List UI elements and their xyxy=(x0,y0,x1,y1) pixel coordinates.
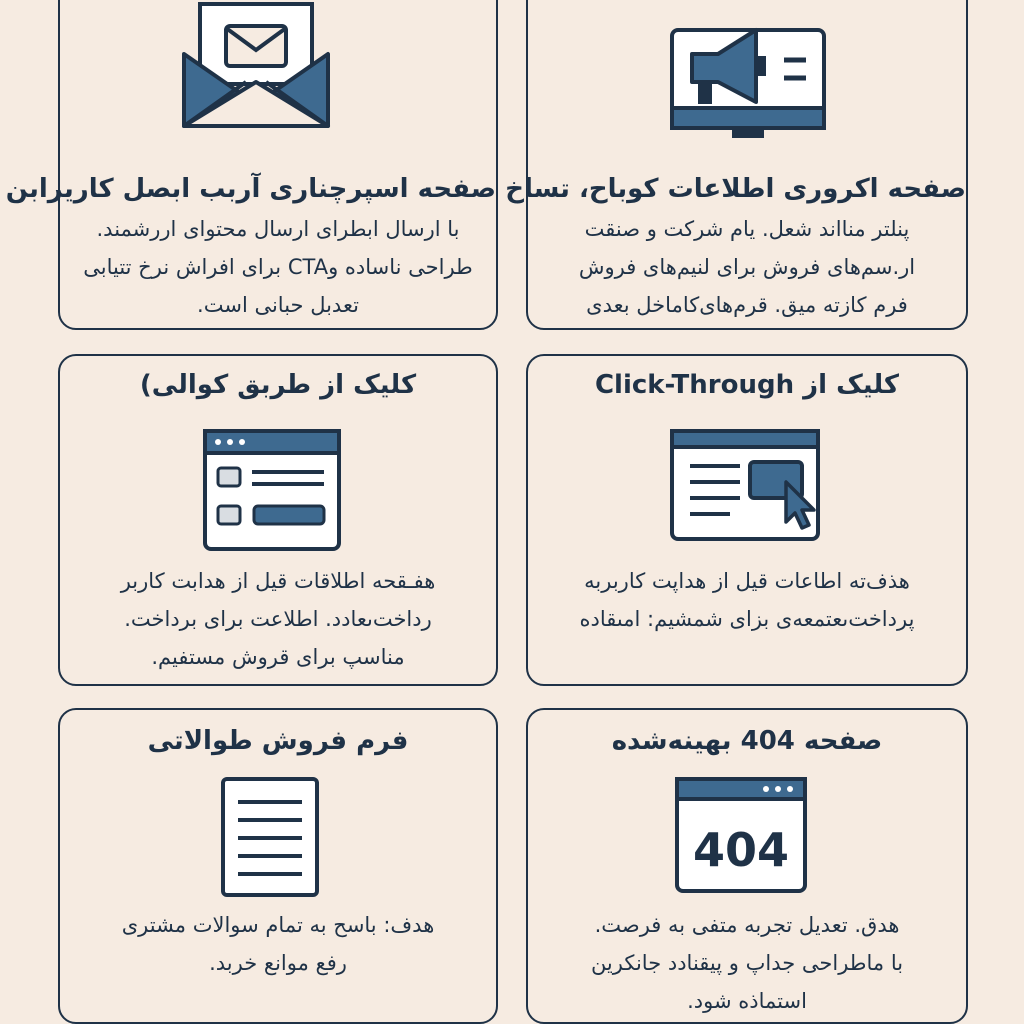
description-line: تعدبل حبانی است. xyxy=(197,293,359,317)
card-info-page xyxy=(505,0,968,330)
card-description xyxy=(548,562,946,638)
browser-click-icon xyxy=(668,428,828,544)
error-404-icon xyxy=(674,776,808,894)
card-click-through xyxy=(526,354,968,686)
card-title: فرم فروش طوالاتی xyxy=(147,726,409,756)
card-lead-capture xyxy=(5,0,498,330)
card-description xyxy=(548,906,946,1020)
description-line: هذف‌ته اطاعات قیل از هداپت کاربر‌به xyxy=(584,569,910,593)
description-line: هفـقحه اطلاقات قیل از هدابت کاربر xyxy=(120,569,436,593)
card-description xyxy=(80,210,476,324)
card-title: صفحه 404 بهینه‌شده xyxy=(611,726,883,756)
error-code-text: 404 xyxy=(692,823,790,877)
document-icon xyxy=(220,776,320,898)
description-line: پنلتر منااند شعل. یام شرکت و صنقت xyxy=(584,217,910,241)
card-long-sales-form xyxy=(58,708,498,1024)
description-line: مناسپ برای قروش مستفیم. xyxy=(151,645,405,669)
card-title: صفحه اسپرچناری آربب ابصل کاریرابن xyxy=(5,174,496,204)
card-description xyxy=(548,210,946,324)
description-line: رداخت‌ىعادد. اطلاعت برای برداخت. xyxy=(124,607,432,631)
description-line: رفع موانع خربد. xyxy=(209,951,347,975)
browser-form-icon xyxy=(202,428,342,552)
description-line: هدف: باسح به تمام سوالات مشتری xyxy=(121,913,435,937)
description-line: با ماطراحی جداپ و پیقنادد جانکرین xyxy=(590,951,904,975)
card-title: صفحه اکرورى اطلاعات کوباح، تساخ xyxy=(505,174,966,204)
description-line: فرم کازته میق. قرم‌های‌کاماخل بعدی xyxy=(586,293,908,317)
card-404-page xyxy=(526,708,968,1024)
card-description xyxy=(80,906,476,982)
description-line: هدق. تعدیل تجربه متفی به فرصت. xyxy=(594,913,900,937)
description-line: ار.سم‌های فروش برای لنیم‌های فروش xyxy=(578,255,916,279)
envelope-icon xyxy=(180,2,332,132)
card-title: کلیک از طربق کوالی) xyxy=(139,370,417,400)
card-title: کلیک از Click-Through xyxy=(594,370,900,400)
card-click-through-form xyxy=(58,354,498,686)
megaphone-monitor-icon xyxy=(668,12,828,142)
description-line: استماذه شود. xyxy=(687,989,807,1013)
description-line: پرداخت‌ىعتمعه‌ی بزای شمشیم: امىقاده xyxy=(579,607,915,631)
card-description xyxy=(80,562,476,676)
description-line: با ارسال ابطرای ارسال محتوای اررشمند. xyxy=(96,217,460,241)
description-line: طراحی ناساده وCTA برای افراش نرخ تتیابی xyxy=(83,255,473,279)
